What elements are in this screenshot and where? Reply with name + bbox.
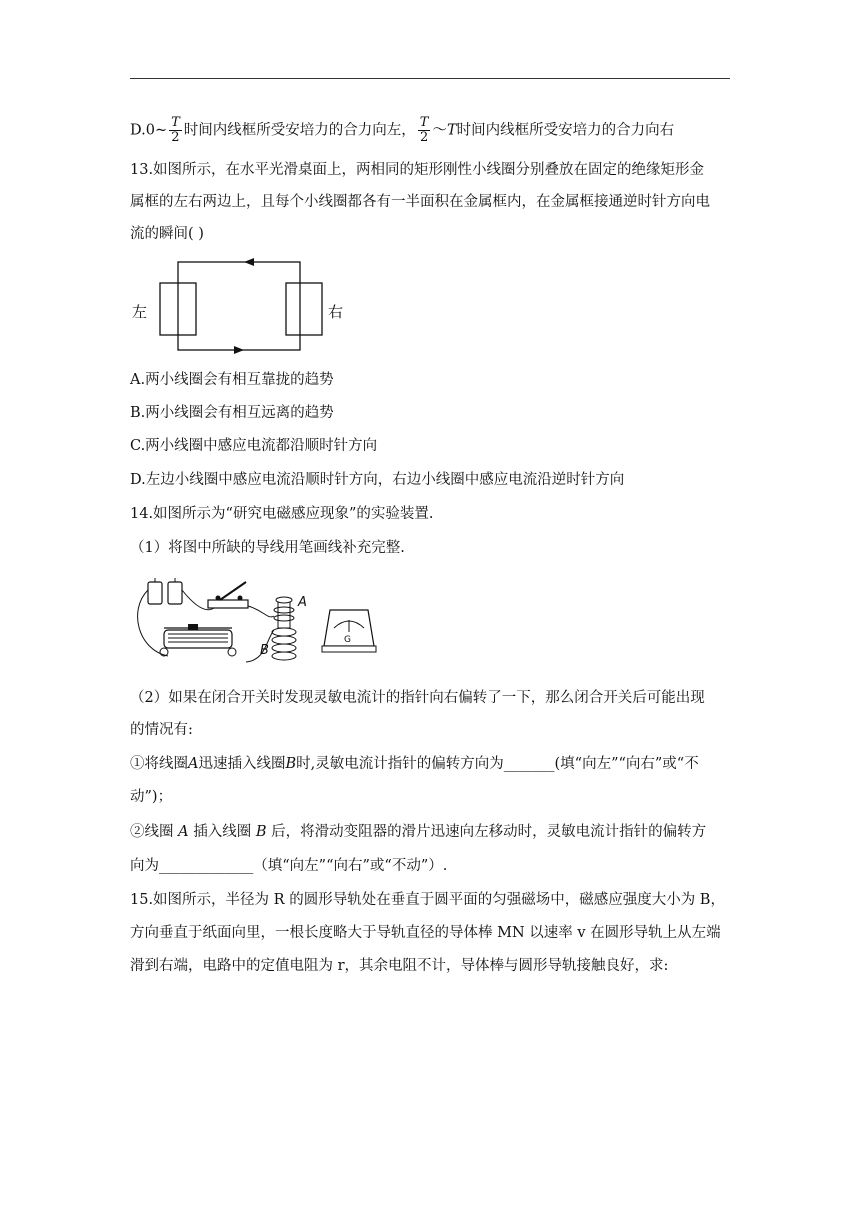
q15-text-line2: 方向垂直于纸面向里，一根长度略大于导轨直径的导体棒 MN 以速率 v 在圆形导轨上从左端 (130, 925, 721, 941)
switch-icon (208, 582, 248, 608)
fraction-t-over-2: $\frac{T}{2}$ (419, 115, 429, 145)
q13-text-line3: 流的瞬间( ) (130, 226, 204, 242)
q13-text-line2: 属框的左右两边上，且每个小线圈都各有一半面积在金属框内，在金属框接通逆时针方向电 (130, 194, 710, 210)
current-arrow-bottom (234, 346, 244, 354)
right-coil (286, 283, 322, 335)
label-left: 左 (132, 303, 148, 321)
q14-item1-line1: ①将线圈A迅速插入线圈B时,灵敏电流计指针的偏转方向为_______(填“向左”“向右”或“不 (130, 756, 699, 772)
header-rule (130, 78, 730, 79)
q13-option-d: D.左边小线圈中感应电流沿顺时针方向，右边小线圈中感应电流沿逆时针方向 (130, 472, 625, 488)
label-coil-a: A (298, 595, 307, 610)
q14-part1: （1）将图中所缺的导线用笔画线补充完整. (130, 540, 405, 556)
coil-a-icon (274, 597, 294, 628)
label-galvanometer: G (344, 635, 351, 645)
q12-option-d: D.0~ $\frac{T}{2}$ 时间内线框所受安培力的合力向左， $\frac{T}{2}$ ～T时间内线框所受安培力的合力向右 (130, 115, 675, 145)
q14-text-line1: 14.如图所示为“研究电磁感应现象”的实验装置. (130, 506, 434, 522)
fraction-t-over-2: $\frac{T}{2}$ (171, 115, 180, 145)
q14-part2-line1: （2）如果在闭合开关时发现灵敏电流计的指针向右偏转了一下，那么闭合开关后可能出现 (130, 690, 705, 706)
q15-text-line3: 滑到右端，电路中的定值电阻为 r，其余电阻不计，导体棒与圆形导轨接触良好，求: (130, 958, 669, 974)
current-arrow-top (244, 258, 254, 266)
battery-icon (148, 578, 182, 604)
q14-item2-line2: 向为_____________（填“向左”“向右”或“不动”）. (130, 858, 448, 874)
q14-part2-line2: 的情况有: (130, 722, 193, 738)
q15-text-line1: 15.如图所示，半径为 R 的圆形导轨处在垂直于圆平面的匀强磁场中，磁感应强度大小为 B， (130, 892, 725, 908)
q14-item1-line2: 动”)； (130, 789, 173, 805)
q13-option-b: B.两小线圈会有相互远离的趋势 (130, 405, 334, 421)
galvanometer-icon (322, 610, 376, 652)
rheostat-icon (160, 624, 236, 656)
label-coil-b: B (260, 643, 269, 658)
q13-figure (126, 254, 366, 360)
label-right: 右 (328, 303, 344, 321)
q14-item2-line1: ②线圈 A 插入线圈 B 后，将滑动变阻器的滑片迅速向左移动时，灵敏电流计指针的偏转方 (130, 824, 707, 840)
q13-text-line1: 13.如图所示，在水平光滑桌面上，两相同的矩形刚性小线圈分别叠放在固定的绝缘矩形金 (130, 162, 705, 178)
coil-b-icon (272, 628, 296, 660)
q13-option-a: A.两小线圈会有相互靠拢的趋势 (130, 372, 334, 388)
q14-apparatus-figure (128, 570, 388, 670)
q13-option-c: C.两小线圈中感应电流都沿顺时针方向 (130, 438, 378, 454)
